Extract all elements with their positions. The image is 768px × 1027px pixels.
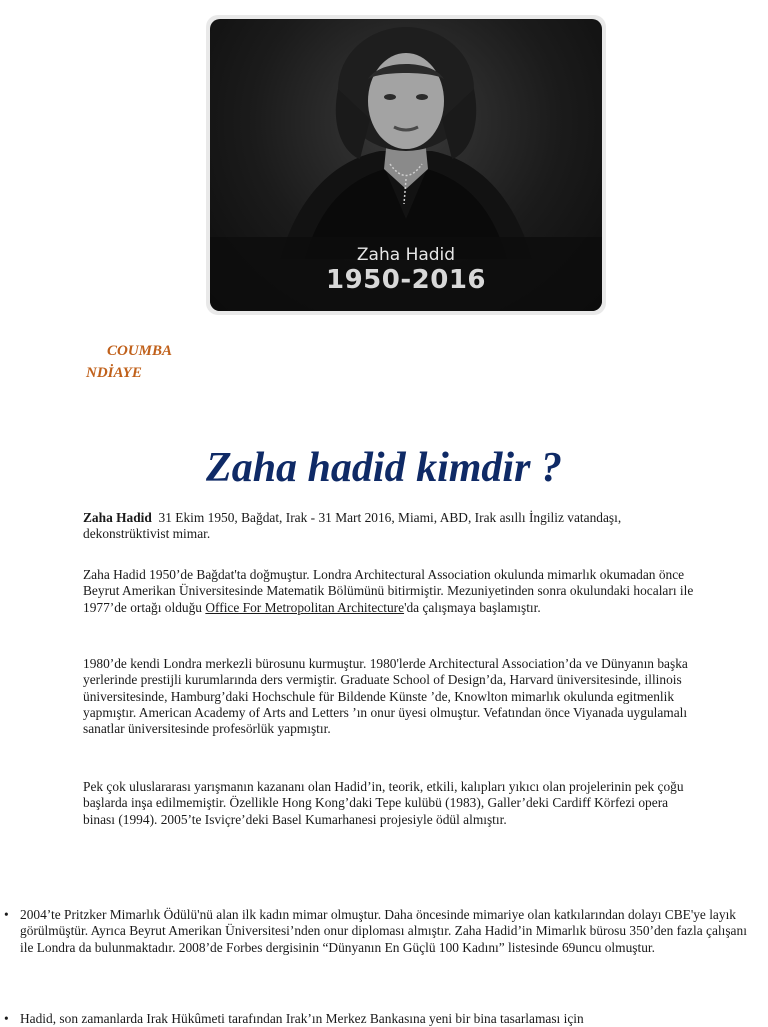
bullet-marker: • [4, 907, 9, 922]
list-item-text: Hadid, son zamanlarda Irak Hükûmeti tarafından Irak’ın Merkez Bankasına yeni bir bina tasarlaması için [20, 1011, 584, 1026]
portrait-caption-years: 1950-2016 [325, 265, 487, 295]
portrait-frame [206, 15, 606, 315]
intro-text: 31 Ekim 1950, Bağdat, Irak - 31 Mart 2016, Miami, ABD, Irak asıllı İngiliz vatandaşı, dekonstrüktivist mimar. [83, 510, 622, 542]
paragraph-biography [83, 567, 703, 616]
list-item [4, 907, 760, 956]
biography-text-end: 'da çalışmaya başlamıştır. [404, 599, 541, 615]
list-item-text: 2004’te Pritzker Mimarlık Ödülü'nü alan ilk kadın mimar olmuştur. Daha öncesinde mimariye olan katkılarından dolayı CBE'ye layık görülmüştür. Ayrıca Beyrut Amerikan Üniversitesi’nden onur diploması almıştır. Zaha Hadid’in Mimarlık bürosu 350’den fazla çalışanı ile Londra da bulunmaktadır. 2008’de Forbes dergisinin “Dünyanın En Güçlü 100 Kadını” listesinde 69uncu olmuştur. [20, 907, 747, 955]
author-name-line2: NDİAYE [86, 365, 142, 381]
intro-name: Zaha Hadid [83, 510, 152, 525]
bullet-marker: • [4, 1011, 9, 1026]
portrait-caption-name: Zaha Hadid [356, 245, 456, 265]
list-item [4, 1011, 760, 1027]
paragraph-intro [83, 510, 703, 543]
biography-text: Zaha Hadid 1950’de Bağdat'ta doğmuştur. Londra Architectural Association okulunda mimarlık okumadan önce Beyrut Amerikan Üniversitesinde Matematik Bölümünü bitirmiştir. Mezuniyetinden sonra okulundaki hocaları ile 1977’de ortağı olduğu [83, 567, 694, 615]
page-title: Zaha hadid kimdir ? [206, 445, 562, 491]
oma-link[interactable]: Office For Metropolitan Architecture [205, 599, 405, 615]
portrait-image [210, 19, 602, 311]
author-name-line1: COUMBA [107, 343, 173, 359]
paragraph-projects: Pek çok uluslararası yarışmanın kazananı olan Hadid’in, teorik, etkili, kalıpları yıkıcı olan projelerinin pek çoğu başlarda inşa edilmemiştir. Özellikle Hong Kong’daki Tepe kulübü (1983), Galler’deki Cardiff Körfezi opera binası (1994). 2005’te Isviçre’deki Basel Kumarhanesi projesiyle ödül almıştır. [83, 779, 684, 827]
paragraph-career: 1980’de kendi Londra merkezli bürosunu kurmuştur. 1980'lerde Architectural Association’da ve Dünyanın başka yerlerinde prestijli kurumlarında ders vermiştir. Graduate School of Design’da, Harvard üniversitesinde, illinois üniversitesinde, Hamburg’daki Hochschule für Bildende Künste ’de, Knowlton mimarlık okulunda egitmenlik yapmıştır. American Academy of Arts and Letters ’ın onur üyesi olmuştur. Vefatından önce Viyanada uygulamalı sanatlar üniversitesinde profesörlük yapmıştır. [83, 656, 688, 737]
